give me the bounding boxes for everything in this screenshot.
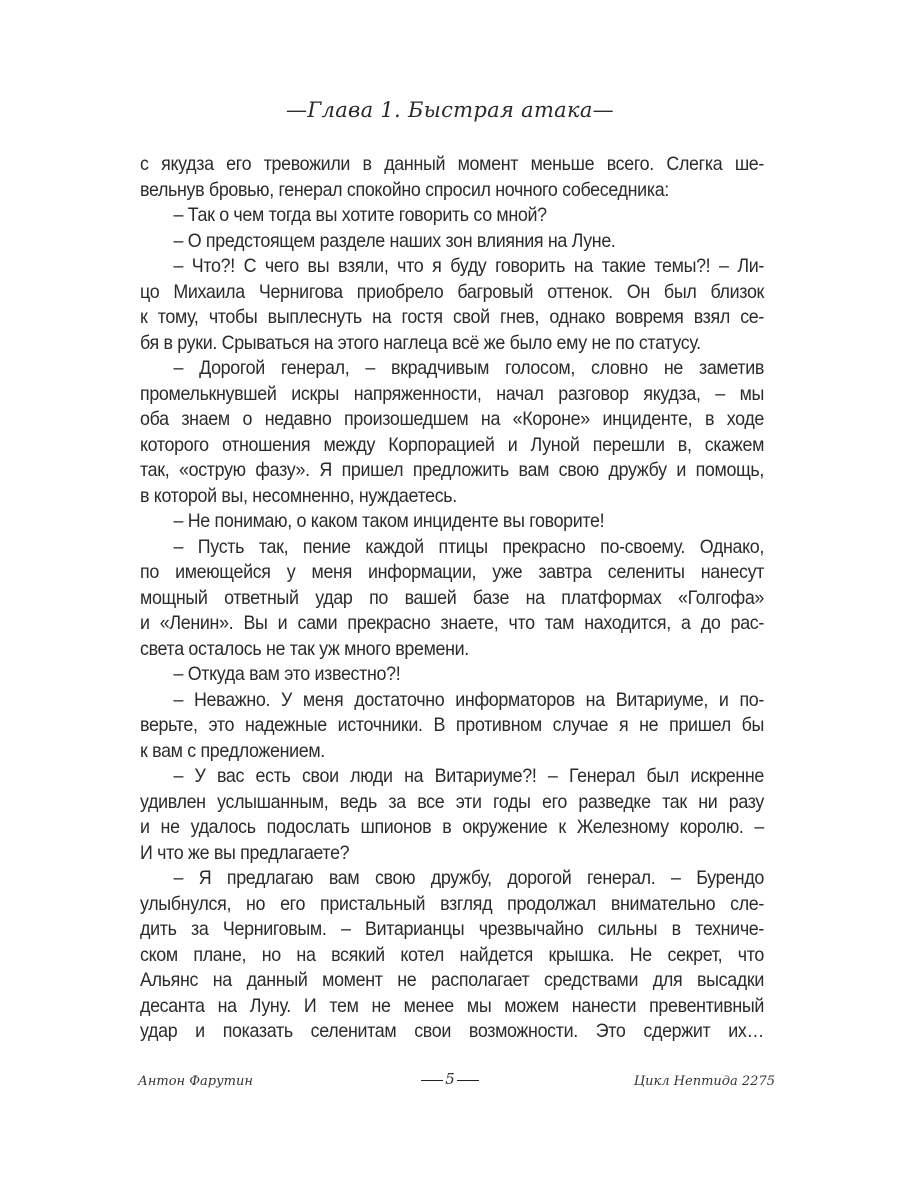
text-line: промелькнувшей искры напряженности, начал разговор якудза, – мы — [140, 383, 765, 405]
text-line: и не удалось подослать шпионов в окружение к Железному королю. – — [140, 817, 765, 838]
text-line: десанта на Луну. И тем не менее мы можем нанести превентивный — [140, 995, 765, 1017]
text-line: – Что?! С чего вы взяли, что я буду говорить на такие темы?! – Ли- — [173, 256, 765, 277]
text-line: – Дорогой генерал, – вкрадчивым голосом, словно не заметив — [173, 358, 765, 379]
text-line: – Я предлагаю вам свою дружбу, дорогой генерал. – Бурендо — [173, 868, 765, 889]
text-line: света осталось не так уж много времени. — [140, 638, 469, 660]
text-line: цо Михаила Чернигова приобрело багровый оттенок. Он был близок — [140, 281, 765, 303]
text-line: оба знаем о недавно произошедшем на «Короне» инциденте, в ходе — [140, 409, 765, 430]
page-footer — [0, 1070, 900, 1100]
text-line: и «Ленин». Вы и сами прекрасно знаете, что там находится, а до рас- — [140, 613, 765, 634]
text-line: вельнув бровью, генерал спокойно спросил ночного собеседника: — [140, 179, 669, 201]
text-line: к вам с предложением. — [140, 740, 325, 762]
page-number: 5 — [445, 1070, 455, 1088]
running-head: —Глава 1. Быстрая атака— — [286, 98, 614, 122]
text-line: – Откуда вам это известно?! — [173, 664, 401, 685]
text-line: – Не понимаю, о каком таком инциденте вы говорите! — [173, 511, 605, 532]
text-line: в которой вы, несомненно, нуждаетесь. — [140, 485, 457, 507]
text-line: которого отношения между Корпорацией и Луной перешли в, скажем — [140, 434, 765, 456]
footer-series: Цикл Нептида 2275 — [633, 1074, 775, 1089]
body-text — [140, 152, 764, 1045]
text-line: к тому, чтобы выплеснуть на гостя свой гнев, однако вовремя взял се- — [140, 307, 765, 328]
text-line: верьте, это надежные источники. В противном случае я не пришел бы — [140, 715, 765, 736]
text-line: удивлен услышанным, ведь за все эти годы его разведке так ни разу — [140, 791, 765, 813]
text-line: Альянс на данный момент не располагает средствами для высадки — [140, 970, 765, 991]
page-number-rule-right — [457, 1080, 479, 1081]
text-line: – О предстоящем разделе наших зон влияния на Луне. — [173, 230, 616, 252]
text-line: – У вас есть свои люди на Витариуме?! – Генерал был искренне — [173, 766, 765, 787]
page-number-rule-left — [421, 1080, 443, 1081]
text-line: – Пусть так, пение каждой птицы прекрасно по-своему. Однако, — [173, 536, 765, 558]
text-line: – Так о чем тогда вы хотите говорить со мной? — [173, 205, 547, 226]
text-line: ском плане, но на всякий котел найдется крышка. Не секрет, что — [140, 944, 765, 966]
text-line: по имеющейся у меня информации, уже завтра селениты нанесут — [140, 562, 765, 583]
text-line: так, «острую фазу». Я пришел предложить вам свою дружбу и помощь, — [140, 460, 765, 481]
text-line: дить за Черниговым. – Витарианцы чрезвычайно сильны в техниче- — [140, 919, 765, 940]
text-line: с якудза его тревожили в данный момент меньше всего. Слегка ше- — [140, 154, 765, 175]
text-line: мощный ответный удар по вашей базе на платформах «Голгофа» — [140, 587, 765, 609]
text-line: – Неважно. У меня достаточно информаторов на Витариуме, и по- — [173, 689, 765, 711]
text-line: И что же вы предлагаете? — [140, 842, 350, 864]
text-line: улыбнулся, но его пристальный взгляд продолжал внимательно сле- — [140, 893, 765, 915]
text-line: удар и показать селенитам свои возможности. Это сдержит их… — [140, 1021, 765, 1042]
text-line: бя в руки. Срываться на этого наглеца всё же было ему не по статусу. — [140, 332, 701, 354]
footer-author: Антон Фарутин — [138, 1074, 253, 1089]
